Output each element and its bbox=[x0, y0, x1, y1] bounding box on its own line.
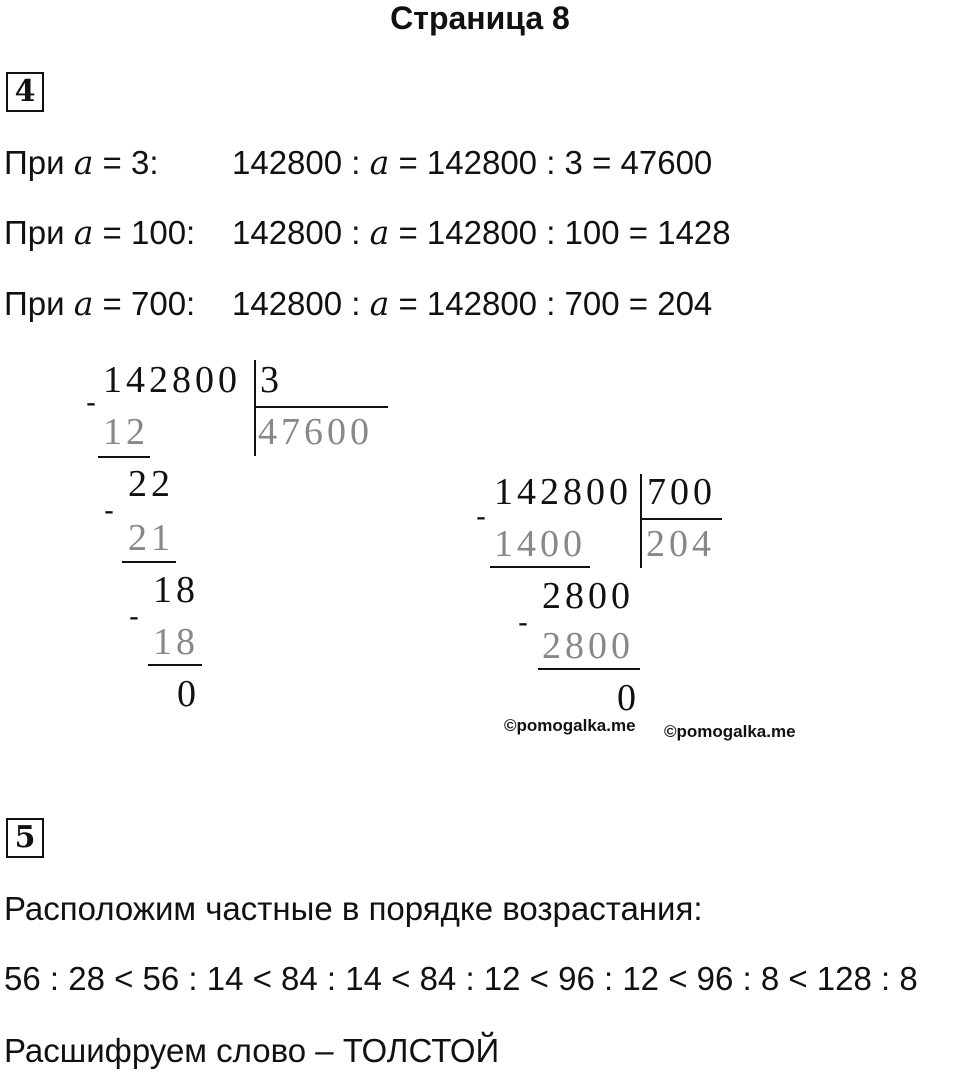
task-4-line-1 bbox=[4, 143, 159, 182]
line-condition: = 3: bbox=[93, 144, 159, 181]
division-1-quotient-bar bbox=[254, 406, 388, 408]
division-1-step: 18 bbox=[153, 569, 199, 611]
division-1-step-line bbox=[148, 664, 202, 666]
watermark: ©pomogalka.me bbox=[664, 722, 796, 741]
division-2-step-line bbox=[490, 566, 590, 568]
line-condition: = 700: bbox=[93, 285, 196, 322]
watermark: ©pomogalka.me bbox=[504, 716, 636, 735]
expression-part: 142800 : bbox=[232, 214, 370, 251]
variable-a: a bbox=[73, 284, 94, 323]
division-2-step-line bbox=[538, 668, 640, 670]
task-4-expression-2 bbox=[232, 213, 731, 252]
line-condition: = 100: bbox=[93, 214, 196, 251]
division-2-quotient: 204 bbox=[646, 523, 715, 565]
task-5-intro: Расположим частные в порядке возрастания: bbox=[4, 890, 703, 927]
expression-result: = 142800 : 700 = 204 bbox=[389, 285, 713, 322]
division-1-divisor: 3 bbox=[260, 359, 283, 401]
division-1-dividend: 142800 bbox=[103, 359, 241, 401]
division-1-step: 12 bbox=[103, 411, 149, 453]
variable-a: a bbox=[369, 143, 390, 182]
division-2-vertical-bar bbox=[640, 474, 642, 568]
division-1-step: 18 bbox=[153, 621, 199, 663]
division-2-divisor: 700 bbox=[647, 471, 716, 513]
minus-sign: - bbox=[104, 494, 114, 527]
minus-sign: - bbox=[129, 600, 139, 633]
minus-sign: - bbox=[518, 606, 528, 639]
division-1-step-line bbox=[98, 456, 150, 458]
task-5-sequence: 56 : 28 < 56 : 14 < 84 : 14 < 84 : 12 < 96 : 12 < 96 : 8 < 128 : 8 bbox=[4, 960, 918, 997]
task-4-line-3 bbox=[4, 284, 195, 323]
task-4-expression-1 bbox=[232, 143, 712, 182]
division-1-remainder: 0 bbox=[177, 673, 200, 715]
expression-result: = 142800 : 100 = 1428 bbox=[389, 214, 731, 251]
variable-a: a bbox=[73, 213, 94, 252]
division-1-vertical-bar bbox=[254, 360, 256, 456]
variable-a: a bbox=[369, 284, 390, 323]
division-1-step: 22 bbox=[128, 463, 174, 505]
division-2-step: 2800 bbox=[542, 625, 634, 667]
variable-a: a bbox=[369, 213, 390, 252]
division-2-quotient-bar bbox=[640, 518, 722, 520]
task-5-answer: Расшифруем слово – ТОЛСТОЙ bbox=[4, 1032, 500, 1069]
division-2-step: 2800 bbox=[542, 575, 634, 617]
expression-part: 142800 : bbox=[232, 285, 370, 322]
division-2-remainder: 0 bbox=[617, 677, 640, 719]
page-title: Страница 8 bbox=[390, 0, 570, 36]
division-1-step-line bbox=[122, 561, 176, 563]
division-2-step: 1400 bbox=[494, 523, 586, 565]
division-2-dividend: 142800 bbox=[494, 471, 632, 513]
task-4-line-2 bbox=[4, 213, 195, 252]
task-5-number: 5 bbox=[6, 818, 44, 858]
minus-sign: - bbox=[476, 500, 486, 533]
variable-a: a bbox=[73, 143, 94, 182]
division-1-quotient: 47600 bbox=[258, 411, 373, 453]
division-1-step: 21 bbox=[128, 517, 174, 559]
expression-part: 142800 : bbox=[232, 144, 370, 181]
task-4-expression-3 bbox=[232, 284, 712, 323]
expression-result: = 142800 : 3 = 47600 bbox=[389, 144, 713, 181]
task-4-number: 4 bbox=[6, 72, 44, 112]
line-prefix: При bbox=[4, 144, 74, 181]
line-prefix: При bbox=[4, 214, 74, 251]
line-prefix: При bbox=[4, 285, 74, 322]
minus-sign: - bbox=[86, 386, 96, 419]
